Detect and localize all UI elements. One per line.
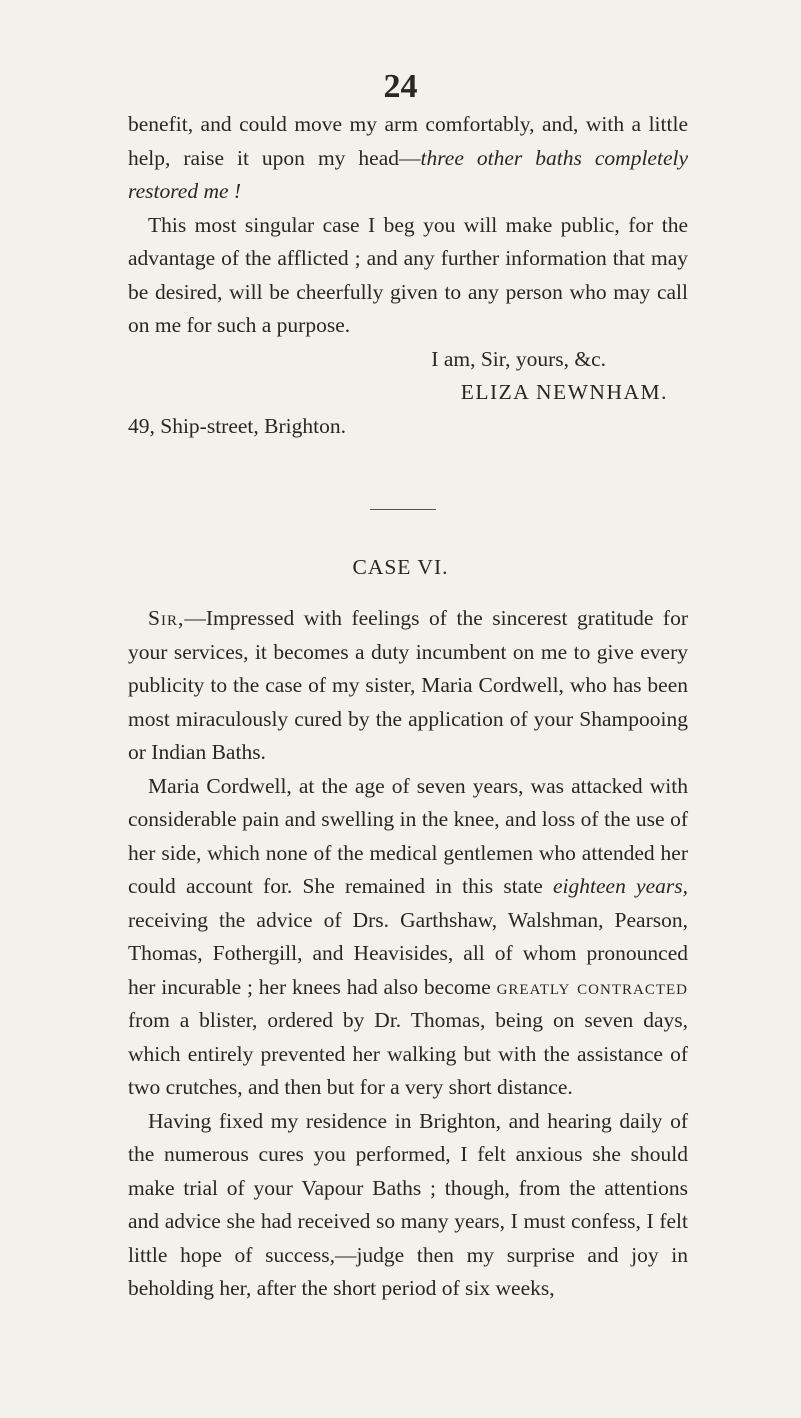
emphasis-text: three other baths completely restored me !: [128, 145, 688, 203]
small-caps-text: greatly contracted: [496, 974, 688, 999]
paragraph: This most singular case I beg you will make public, for the advantage of the afflicted ; and any further information that may be desired, will be cheerfully given to any person who may call on me for such a purpose.: [128, 212, 688, 337]
section-divider: [370, 509, 436, 510]
case-heading: CASE VI.: [352, 555, 449, 579]
paragraph-text: receiving the advice of Drs. Garthshaw, Walshman, Pearson, Thomas, Fothergill, and Heavisides, all of whom pronounced her incurable ; her knees had also become: [128, 907, 688, 999]
salutation: Sir,: [148, 606, 185, 630]
paragraph-text: —Impressed with feelings of the sincerest gratitude for your services, it becomes a duty incumbent on me to give every publicity to the case of my sister, Maria Cordwell, who has been most miraculously cured by the application of your Shampooing or Indian Baths.: [128, 606, 688, 764]
paragraph: [128, 770, 688, 1105]
paragraph-text: benefit, and could move my arm comfortably, and, with a little help, raise it upon my head—: [128, 112, 688, 170]
paragraph: Having fixed my residence in Brighton, and hearing daily of the numerous cures you performed, I felt anxious she should make trial of your Vapour Baths ; though, from the attentions and advice she had received so many years, I must confess, I felt little hope of success,—judge then my surprise and joy in beholding her, after the short period of six weeks,: [128, 1108, 688, 1300]
signature: ELIZA NEWNHAM.: [460, 380, 668, 404]
letter-ending: [128, 108, 688, 443]
paragraph-text: from a blister, ordered by Dr. Thomas, being on seven days, which entirely prevented her walking but with the assistance of two crutches, and then but for a very short distance.: [128, 1008, 688, 1099]
paragraph: [128, 602, 688, 770]
page-number: 24: [383, 68, 418, 105]
closing-line: I am, Sir, yours, &c.: [431, 346, 606, 371]
emphasis-text: eighteen years,: [553, 874, 688, 898]
address: 49, Ship-street, Brighton.: [128, 413, 346, 438]
paragraph-text: Maria Cordwell, at the age of seven years, was attacked with considerable pain and swelling in the knee, and loss of the use of her side, which none of the medical gentlemen who attended her could account for. She remained in this state: [128, 773, 688, 898]
letter-body: [128, 602, 688, 1306]
paragraph-continuation: [128, 108, 688, 209]
